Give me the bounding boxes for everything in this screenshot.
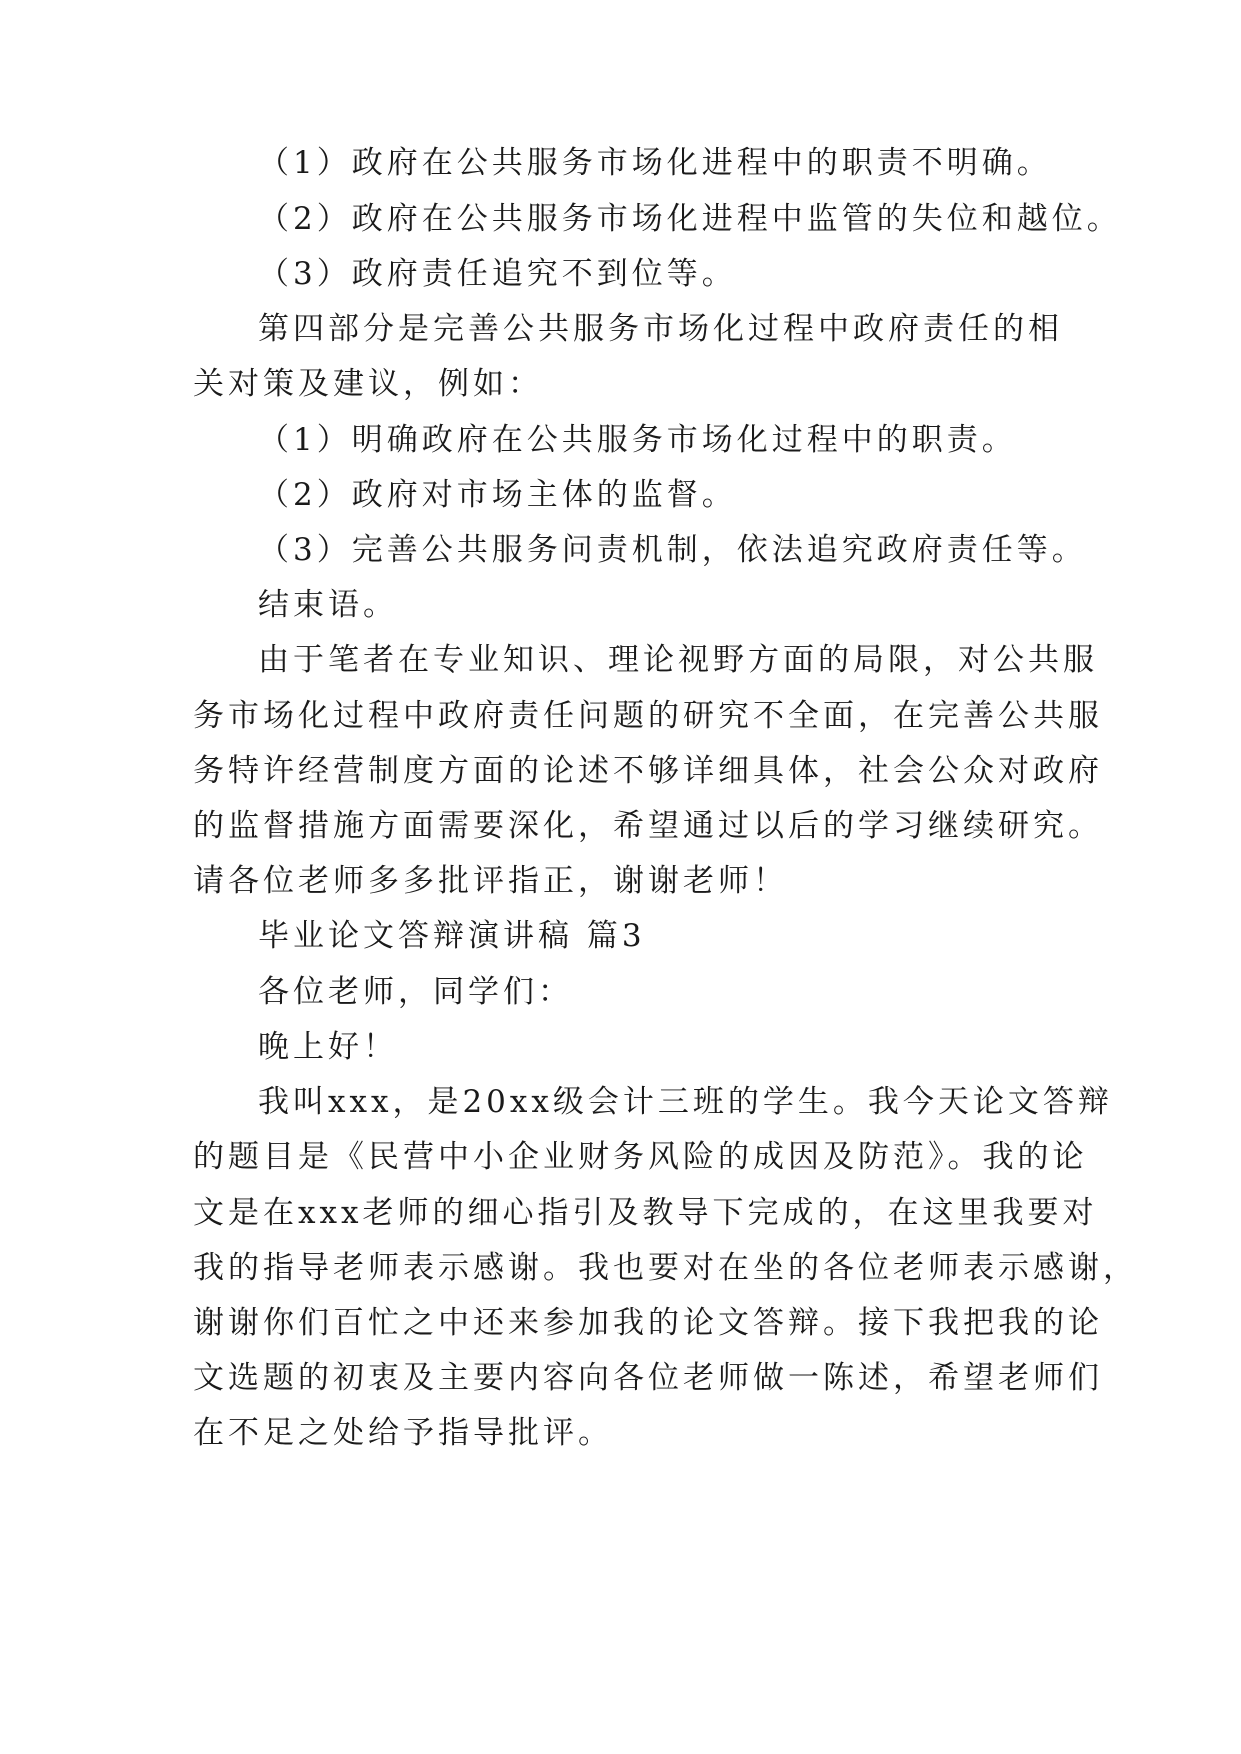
paragraph-part-four-line: 第四部分是完善公共服务市场化过程中政府责任的相	[258, 311, 1063, 347]
list-item-accountability: （3）政府责任追究不到位等。	[258, 256, 737, 292]
list-item-duty-unclear: （1）政府在公共服务市场化进程中的职责不明确。	[258, 145, 1052, 181]
salutation: 各位老师，同学们：	[258, 974, 573, 1010]
paragraph-part-four-line: 关对策及建议，例如：	[193, 366, 543, 402]
greeting: 晚上好！	[258, 1029, 398, 1065]
section-title-part-3: 毕业论文答辩演讲稿 篇3	[258, 918, 646, 954]
list-item-market-supervision: （2）政府对市场主体的监督。	[258, 477, 737, 513]
paragraph-conclusion-line: 务特许经营制度方面的论述不够详细具体，社会公众对政府	[193, 753, 1103, 789]
paragraph-conclusion-line: 由于笔者在专业知识、理论视野方面的局限，对公共服	[258, 642, 1098, 678]
paragraph-introduction-line: 文选题的初衷及主要内容向各位老师做一陈述，希望老师们	[193, 1360, 1103, 1396]
section-heading-conclusion: 结束语。	[258, 587, 398, 623]
paragraph-conclusion-line: 的监督措施方面需要深化，希望通过以后的学习继续研究。	[193, 808, 1103, 844]
paragraph-introduction-line: 我的指导老师表示感谢。我也要对在坐的各位老师表示感谢，	[193, 1250, 1138, 1286]
paragraph-conclusion-line: 请各位老师多多批评指正，谢谢老师！	[193, 863, 788, 899]
paragraph-introduction-line: 文是在xxx老师的细心指引及教导下完成的，在这里我要对	[193, 1195, 1098, 1231]
paragraph-conclusion-line: 务市场化过程中政府责任问题的研究不全面，在完善公共服	[193, 698, 1103, 734]
list-item-supervision-gaps: （2）政府在公共服务市场化进程中监管的失位和越位。	[258, 201, 1122, 237]
list-item-clarify-duty: （1）明确政府在公共服务市场化过程中的职责。	[258, 422, 1017, 458]
paragraph-introduction-line: 在不足之处给予指导批评。	[193, 1415, 613, 1451]
paragraph-introduction-line: 的题目是《民营中小企业财务风险的成因及防范》。我的论	[193, 1139, 1088, 1175]
list-item-accountability-mechanism: （3）完善公共服务问责机制，依法追究政府责任等。	[258, 532, 1087, 568]
paragraph-introduction-line: 我叫xxx，是20xx级会计三班的学生。我今天论文答辩	[258, 1084, 1113, 1120]
paragraph-introduction-line: 谢谢你们百忙之中还来参加我的论文答辩。接下我把我的论	[193, 1305, 1103, 1341]
